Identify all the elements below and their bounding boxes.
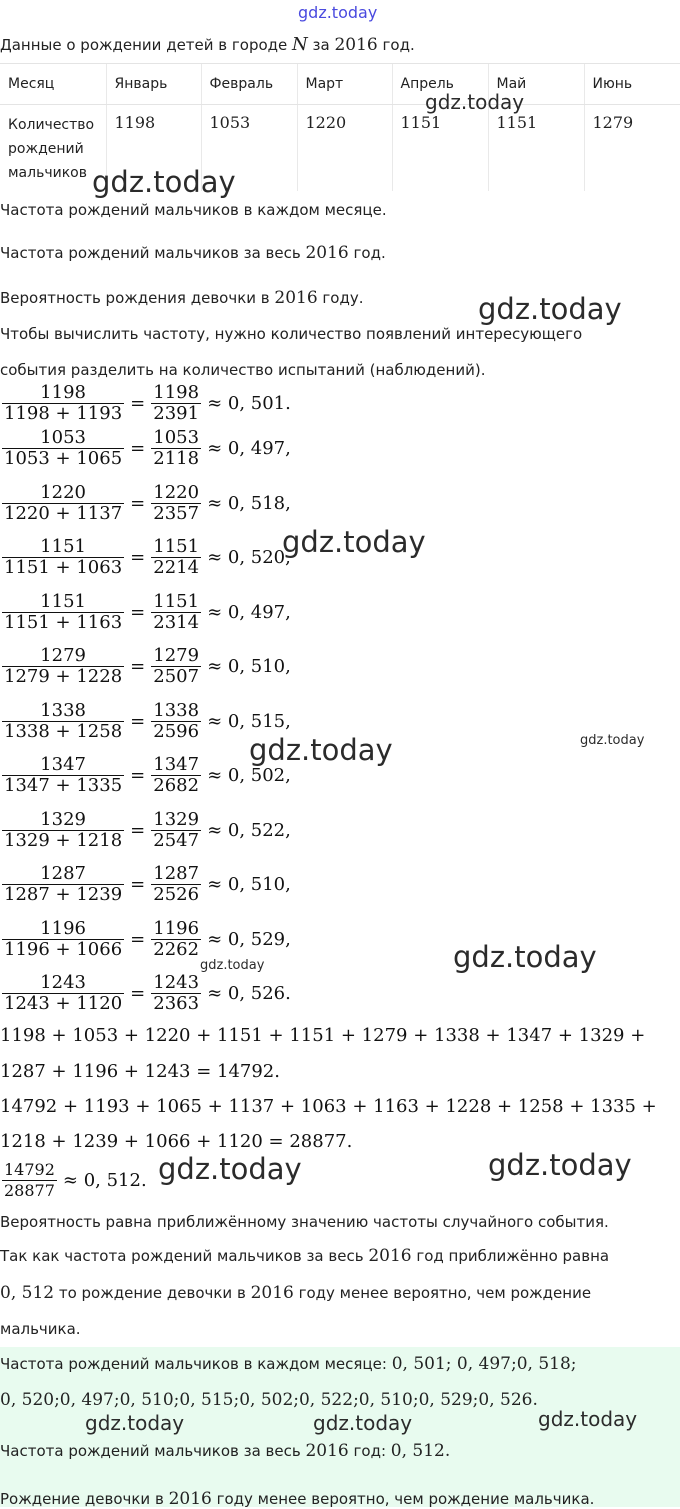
table-header-cell: Апрель [393, 76, 488, 92]
answer-line-2: 0, 520;0, 497;0, 510;0, 515;0, 502;0, 522;0, 510;0, 529;0, 526. [0, 1390, 538, 1410]
watermark: gdz.today [538, 1407, 637, 1431]
watermark: gdz.today [478, 292, 622, 326]
answer-line-4: Рождение девочки в 2016 году менее вероятно, чем рождение мальчика. [0, 1489, 594, 1509]
all-sum-line-2: 1218 + 1239 + 1066 + 1120 = 28877. [0, 1131, 352, 1152]
fraction-row: $\frac{1053}{1053 + 1065}$ = $\frac{1053}{2118}$ ≈ 0, 497, [2, 428, 291, 469]
table-header-cell: Месяц [0, 76, 106, 92]
watermark: gdz.today [158, 1152, 302, 1186]
table-header-cell: Май [489, 76, 584, 92]
answer-line-3: Частота рождений мальчиков за весь 2016 год: 0, 512. [0, 1441, 450, 1461]
table-cell: 1151 [393, 105, 488, 132]
intro-text: Данные о рождении детей в городе N за 2016 год. [0, 34, 415, 55]
table-cell: 1198 [107, 105, 201, 132]
watermark: gdz.today [85, 1411, 184, 1435]
fraction-row: $\frac{1329}{1329 + 1218}$ = $\frac{1329}{2547}$ ≈ 0, 522, [2, 810, 291, 851]
table-header-row [0, 64, 680, 105]
fraction-row: $\frac{1243}{1243 + 1120}$ = $\frac{1243}{2363}$ ≈ 0, 526. [2, 973, 291, 1014]
table-header-cell: Февраль [202, 76, 297, 92]
fraction-row: $\frac{1196}{1196 + 1066}$ = $\frac{1196}{2262}$ ≈ 0, 529, [2, 919, 291, 960]
conclusion-line-3: 0, 512 то рождение девочки в 2016 году менее вероятно, чем рождение [0, 1283, 591, 1303]
fraction-row: $\frac{1151}{1151 + 1063}$ = $\frac{1151}{2214}$ ≈ 0, 520, [2, 537, 291, 578]
watermark: gdz.today [200, 958, 264, 973]
watermark: gdz.today [249, 733, 393, 767]
watermark: gdz.today [580, 733, 644, 748]
watermark: gdz.today [313, 1411, 412, 1435]
conclusion-line-4: мальчика. [0, 1320, 81, 1338]
fraction-row: $\frac{1151}{1151 + 1163}$ = $\frac{1151}{2314}$ ≈ 0, 497, [2, 592, 291, 633]
watermark: gdz.today [425, 90, 524, 114]
table-header-cell: Июнь [585, 76, 680, 92]
method-line-1: Чтобы вычислить частоту, нужно количество появлений интересующего [0, 325, 582, 343]
fraction-row: $\frac{1287}{1287 + 1239}$ = $\frac{1287}{2526}$ ≈ 0, 510, [2, 864, 291, 905]
task-2: Частота рождений мальчиков за весь 2016 год. [0, 243, 386, 263]
watermark: gdz.today [453, 940, 597, 974]
table-header-cell: Январь [107, 76, 201, 92]
all-sum-line-1: 14792 + 1193 + 1065 + 1137 + 1063 + 1163 + 1228 + 1258 + 1335 + [0, 1096, 657, 1117]
fraction-row: $\frac{1347}{1347 + 1335}$ = $\frac{1347}{2682}$ ≈ 0, 502, [2, 755, 291, 796]
watermark: gdz.today [488, 1148, 632, 1182]
table-header-cell: Март [298, 76, 392, 92]
method-line-2: события разделить на количество испытаний (наблюдений). [0, 361, 485, 379]
table-cell: 1220 [298, 105, 392, 132]
fraction-row: $\frac{1279}{1279 + 1228}$ = $\frac{1279}{2507}$ ≈ 0, 510, [2, 646, 291, 687]
table-cell: 1053 [202, 105, 297, 132]
table-cell: 1151 [489, 105, 584, 132]
city-symbol: N [292, 34, 308, 55]
answer-line-1: Частота рождений мальчиков в каждом месяце: 0, 501; 0, 497;0, 518; [0, 1354, 577, 1374]
fraction-row: $\frac{1198}{1198 + 1193}$ = $\frac{1198}{2391}$ ≈ 0, 501. [2, 383, 291, 424]
watermark-top: gdz.today [298, 3, 377, 22]
boys-sum-line-1: 1198 + 1053 + 1220 + 1151 + 1151 + 1279 + 1338 + 1347 + 1329 + [0, 1025, 645, 1046]
task-3: Вероятность рождения девочки в 2016 году. [0, 288, 364, 308]
conclusion-line-1: Вероятность равна приближённому значению частоты случайного события. [0, 1213, 609, 1231]
fraction-row: $\frac{1220}{1220 + 1137}$ = $\frac{1220}{2357}$ ≈ 0, 518, [2, 483, 291, 524]
conclusion-line-2: Так как частота рождений мальчиков за весь 2016 год приближённо равна [0, 1246, 609, 1266]
fraction-row: $\frac{1338}{1338 + 1258}$ = $\frac{1338}{2596}$ ≈ 0, 515, [2, 701, 291, 742]
table-cell: 1279 [585, 105, 680, 132]
year-fraction: $\frac{14792}{28877}$ ≈ 0, 512. [2, 1160, 147, 1201]
watermark: gdz.today [92, 165, 236, 199]
row-label: Количество рождений мальчиков [0, 105, 106, 185]
task-1: Частота рождений мальчиков в каждом месяце. [0, 201, 387, 219]
watermark: gdz.today [282, 525, 426, 559]
boys-sum-line-2: 1287 + 1196 + 1243 = 14792. [0, 1061, 280, 1082]
